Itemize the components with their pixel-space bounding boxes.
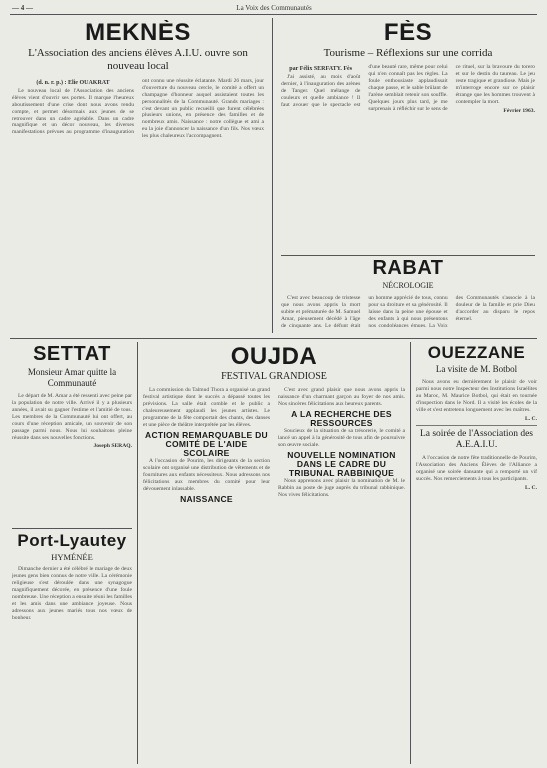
oujda-nomination-heading: NOUVELLE NOMINATION DANS LE CADRE DU TRIBUNAL RABBINIQUE	[287, 449, 396, 478]
fes-byline: par Félix SERFATY. Fès	[289, 66, 353, 73]
fes-signature: Février 1963.	[503, 108, 535, 115]
oujda-columns	[143, 387, 405, 504]
oujda-nomination-body: Nous apprenons avec plaisir la nomination de M. le Rabbin au poste de juge auprès du tribunal rabbinique. Nos vives félicitations.	[278, 477, 405, 498]
article-port-lyautey	[12, 532, 132, 762]
page-number: — 4 —	[12, 4, 33, 12]
fes-subtitle: Tourisme – Réflexions sur une corrida	[323, 47, 493, 60]
rabat-title: RABAT	[372, 258, 444, 279]
article-meknes	[12, 20, 264, 332]
oujda-recherche-body: Soucieux de la situation de sa trésorerie, le comité a lancé un appel à la générosité de tous afin de poursuivre son œuvre sociale.	[278, 427, 405, 448]
oujda-action-body: A l'occasion de Pourim, les dirigeants de la section scolaire ont organisé une distribution de vêtements et de fournitures aux enfants nécessiteux. Nous adressons nos félicitations aux membres du comité pour leur dévouement inlassable.	[143, 457, 270, 492]
fes-title: FÈS	[383, 20, 433, 46]
article-rabat	[281, 258, 535, 334]
top-rule	[10, 14, 537, 15]
rabat-top-rule	[281, 255, 535, 256]
ouezzane-soiree-heading: La soirée de l'Association des A.E.A.I.U.	[419, 428, 534, 450]
vertical-rule-left	[137, 342, 138, 764]
port-lyautey-top-rule	[12, 528, 132, 529]
rabat-subtitle: NÉCROLOGIE	[382, 281, 434, 290]
oujda-naissance-body: C'est avec grand plaisir que nous avons appris la naissance d'un charmant garçon au foyer de nos amis. Nos sincères félicitations aux heureux parents.	[278, 387, 405, 408]
meknes-title: MEKNÈS	[85, 20, 191, 46]
ouezzane-soiree-body: A l'occasion de notre fête traditionnelle de Pourim, l'Association des Anciens Élèves de l'Alliance a organisé une soirée dansante qui a remporté un vif succès. Nos remerciements à tous les participants.	[416, 455, 537, 483]
article-oujda	[143, 344, 405, 764]
vertical-rule-top	[272, 18, 273, 333]
meknes-columns	[12, 78, 264, 141]
article-ouezzane	[416, 344, 537, 764]
vertical-rule-right	[410, 342, 411, 764]
port-lyautey-body: Dimanche dernier a été célébré le mariage de deux jeunes gens bien connus de notre ville. La cérémonie religieuse s'est déroulée dans une synagogue magnifiquement décorée, en présence d'une foule nombreuse. Une réception a ensuite réuni les familles et les amis dans une ambiance joyeuse. Nous adressons aux jeunes mariés tous nos vœux de bonheur.	[12, 566, 132, 621]
meknes-body: Le nouveau local de l'Association des anciens élèves vient d'ouvrir ses portes. Il marque l'heureux aboutissement d'une crise dont nous avons rendu compte, et permet désormais aux jeunes de se retrouver dans un cadre agréable. Dans un cadre magnifique et un décor nouveau, les diverses manifestations prévues au programme d'inauguration ont connu une réussite éclatante. Mardi 26 mars, jour d'ouverture du nouveau cercle, le comité a offert un champagne d'honneur auquel assistaient toutes les personnalités de la Communauté. Grands mariages : c'est devant un public recueilli que furent célébrées plusieurs unions, en présence des familles et de nombreux amis. Naissance : notre collègue et ami a eu la joie d'annoncer la naissance d'un fils. Nos vœux les plus chaleureux l'accompagnent.	[12, 77, 264, 140]
oujda-body: La commission du Talmud Thora a organisé un grand festival artistique dont le succès a dépassé toutes les prévisions. La salle était comble et le public a chaleureusement applaudi les jeunes artistes. Le programme de la fête comportait des chants, des danses et une pièce de théâtre interprétée par les élèves.	[143, 387, 270, 429]
oujda-title: OUJDA	[230, 344, 318, 370]
port-lyautey-title: Port-Lyautey	[17, 532, 127, 550]
fes-columns	[281, 64, 535, 114]
oujda-recherche-heading: A LA RECHERCHE DES RESSOURCES	[291, 409, 392, 429]
settat-signature: Joseph SERAQ.	[93, 443, 132, 450]
meknes-byline: (d. n. r. p.) : Elie OUAKRAT	[36, 79, 110, 86]
ouezzane-body: Nous avons eu dernièrement le plaisir de voir parmi nous notre Inspecteur des Institutions Israélites au Maroc, M. Maurice Botbol, qui était en tournée d'inspection dans le Nord. Il a visité les écoles de la ville et s'est entretenu longuement avec les maîtres.	[416, 378, 537, 413]
oujda-subtitle: FESTIVAL GRANDIOSE	[221, 371, 327, 383]
oujda-action-heading: ACTION REMARQUABLE DU COMITÉ DE L'AIDE SCOLAIRE	[145, 430, 268, 458]
rabat-body: C'est avec beaucoup de tristesse que nous avons appris la mort subite et prématurée de M. Samuel Amar, pieusement décédé à l'âge de cinquante ans. Le défunt était un homme apprécié de tous, connu pour sa droiture et sa générosité. Il laisse dans la peine une épouse et des enfants à qui nous présentons nos condoléances émues. La Voix des Communautés s'associe à la douleur de la famille et prie Dieu d'accorder au disparu le repos éternel.	[281, 294, 535, 329]
ouezzane-signature: L. C.	[525, 415, 537, 422]
port-lyautey-subtitle: HYMÉNÉE	[51, 551, 93, 562]
article-settat	[12, 344, 132, 524]
ouezzane-title: OUEZZANE	[427, 344, 526, 362]
meknes-subtitle: L'Association des anciens élèves A.I.U. ouvre son nouveau local	[28, 47, 248, 73]
rabat-columns	[281, 295, 535, 330]
ouezzane-divider	[416, 425, 537, 426]
settat-title: SETTAT	[33, 344, 111, 365]
oujda-naissance-heading: NAISSANCE	[180, 493, 233, 504]
fes-body: J'ai assisté, au mois d'août dernier, à l'inauguration des arènes de Tanger. Quel mélange de couleurs et quelle ambiance ! Il faut avouer que le spectacle est d'une beauté rare, même pour celui qui n'en connaît pas les règles. La foule enthousiaste applaudissait chaque passe, et le sable brûlant de l'arène semblait retenir son souffle. Quelques jours plus tard, je me surprenais à réfléchir sur le sens de ce rituel, sur la bravoure du torero et sur le destin du taureau. Le jeu reste tragique et grandiose. Mais je m'interroge encore sur ce plaisir étrange que les hommes trouvent à contempler la mort.	[281, 64, 535, 113]
ouezzane-signature-2: L. C.	[525, 485, 537, 492]
running-head	[12, 3, 535, 13]
article-fes	[281, 20, 535, 252]
publication-title: La Voix des Communautés	[236, 4, 312, 12]
ouezzane-subtitle: La visite de M. Botbol	[435, 363, 518, 374]
settat-body: Le départ de M. Amar a été ressenti avec peine par la population de notre ville. Arrivé il y a plusieurs années, il avait su gagner l'estime et l'amitié de tous. Les membres de la Communauté lui ont offert, au cours d'une réception amicale, un souvenir de son passage parmi nous. Nous lui souhaitons pleine réussite dans ses nouvelles fonctions.	[12, 392, 132, 441]
settat-subtitle: Monsieur Amar quitte la Communauté	[27, 367, 117, 388]
middle-rule	[10, 338, 537, 339]
